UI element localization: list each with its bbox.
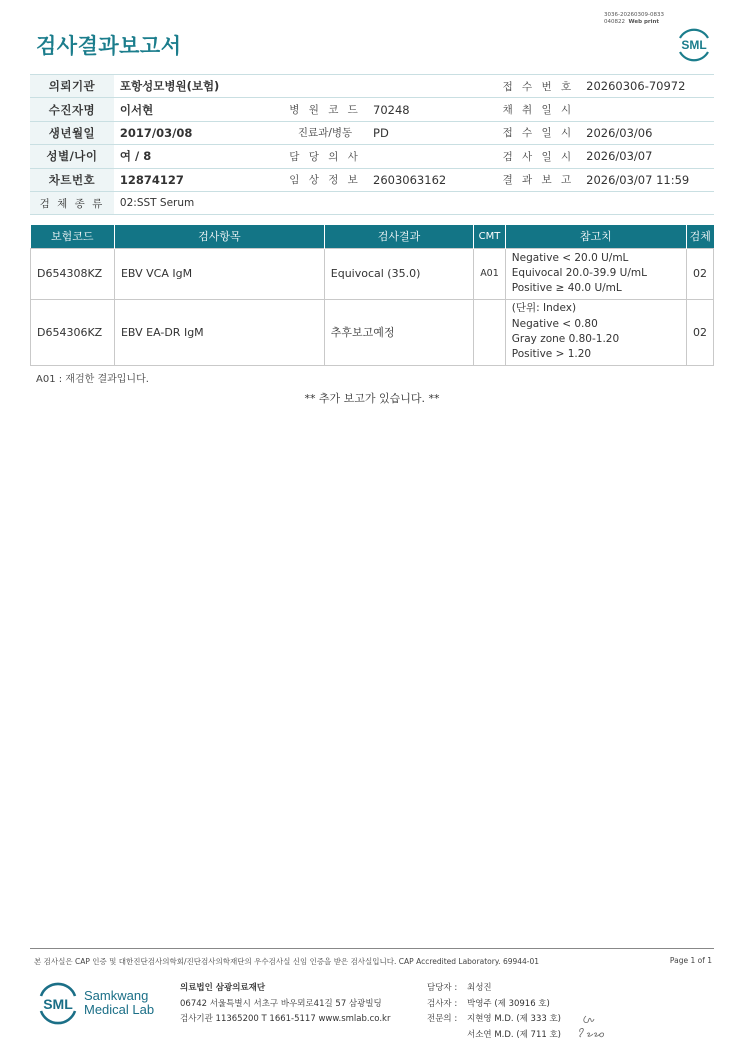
receipt-no-label: 접 수 번 호 (497, 75, 581, 98)
clinical-value: 2603063162 (367, 168, 497, 191)
reference-line: Positive ≥ 40.0 U/mL (511, 282, 622, 295)
brand-line2: Medical Lab (84, 1002, 155, 1017)
sex-age-label: 성별/나이 (30, 145, 114, 168)
staff-name: 최성진 (467, 983, 492, 993)
sex-age-value: 여 / 8 (114, 145, 283, 168)
info-row (30, 98, 714, 121)
brand-line1: Samkwang (84, 988, 149, 1003)
requester-value: 포항성모병원(보험) (114, 75, 497, 98)
org-address: 06742 서울특별시 서초구 바우뫼로41길 57 삼광빌딩 (180, 998, 382, 1009)
info-row (30, 191, 714, 214)
col-header: 보험코드 (31, 225, 115, 248)
clinical-label: 임 상 정 보 (283, 168, 367, 191)
col-header: CMT (474, 225, 506, 248)
footer-divider (30, 948, 714, 949)
collect-date-value (580, 98, 714, 121)
org-contact: 검사기관 11365200 T 1661-5117 www.smlab.co.kr (180, 1014, 391, 1024)
staff-name: 박영주 (제 30916 호) (467, 998, 550, 1009)
table-row (31, 248, 714, 299)
staff-name: 지현영 M.D. (제 333 호) (467, 1014, 562, 1024)
reference-cell (505, 299, 686, 365)
staff-row (427, 1028, 561, 1044)
reference-line: (단위: Index) (511, 302, 577, 315)
dept-value: PD (367, 121, 497, 144)
dept-label: 진료과/병동 (283, 121, 367, 144)
info-row (30, 121, 714, 144)
staff-role: 전문의 : (427, 1014, 458, 1024)
reference-line: Negative < 0.80 (511, 317, 598, 330)
specimen-cell: 02 (686, 248, 713, 299)
test-result-cell: 추후보고예정 (324, 299, 473, 365)
reference-cell (505, 248, 686, 299)
reference-line: Equivocal 20.0-39.9 U/mL (511, 266, 647, 279)
collect-date-label: 채 취 일 시 (497, 98, 581, 121)
print-id-line2: 040822 (604, 19, 625, 25)
test-date-label: 검 사 일 시 (497, 145, 581, 168)
patient-label: 수진자명 (30, 98, 114, 121)
reference-line: Positive > 1.20 (511, 348, 592, 361)
test-result-cell: Equivocal (35.0) (324, 248, 473, 299)
info-row (30, 145, 714, 168)
reference-line: Gray zone 0.80-1.20 (511, 333, 620, 345)
staff-row (427, 997, 561, 1013)
page-title: 검사결과보고서 (36, 34, 182, 58)
birth-label: 생년월일 (30, 121, 114, 144)
patient-value: 이서현 (114, 98, 283, 121)
org-name: 의료법인 삼광의료재단 (180, 983, 266, 993)
test-date-value: 2026/03/07 (580, 145, 714, 168)
results-header-row (31, 225, 714, 248)
info-row (30, 75, 714, 98)
hospital-code-value: 70248 (367, 98, 497, 121)
specimen-cell: 02 (686, 299, 713, 365)
cmt-cell (474, 299, 506, 365)
staff-role: 담당자 : (427, 983, 458, 993)
table-row (31, 299, 714, 365)
print-id-line1: 3036-20260309-0833 (604, 12, 664, 18)
staff-name: 서소연 M.D. (제 711 호) (467, 1029, 562, 1040)
staff-role (427, 1028, 467, 1044)
specimen-label: 검 체 종 류 (30, 191, 114, 214)
staff-row (427, 1012, 561, 1028)
test-item-cell: EBV VCA IgM (114, 248, 324, 299)
print-mode: Web print (628, 19, 660, 25)
patient-info-table (30, 74, 714, 215)
footer-brand (84, 989, 154, 1017)
insurance-code-cell: D654308KZ (31, 248, 115, 299)
results-table (30, 225, 714, 366)
test-item-cell: EBV EA-DR IgM (114, 299, 324, 365)
page-number: Page 1 of 1 (669, 956, 712, 965)
sml-logo-icon (674, 24, 714, 64)
staff-role: 검사자 : (427, 998, 458, 1009)
report-value: 2026/03/07 11:59 (580, 168, 714, 191)
receipt-date-label: 접 수 일 시 (497, 121, 581, 144)
birth-value: 2017/03/08 (114, 121, 283, 144)
specimen-value: 02:SST Serum (114, 191, 714, 214)
doctor-value (367, 145, 497, 168)
staff-row (427, 981, 561, 997)
reference-line: Negative < 20.0 U/mL (511, 251, 629, 264)
col-header: 검사결과 (324, 225, 473, 248)
chart-value: 12874127 (114, 168, 283, 191)
col-header: 참고치 (505, 225, 686, 248)
cmt-footnote: A01 : 재검한 결과입니다. (36, 374, 149, 385)
report-label: 결 과 보 고 (497, 168, 581, 191)
footer-certification: 본 검사실은 CAP 인증 및 대한진단검사의학회/진단검사의학재단의 우수검사실 신임 인증을 받은 검사실입니다. CAP Accredited Laboratory. 69944-01 (34, 957, 540, 966)
signature-icon (576, 1010, 610, 1042)
sml-logo-text: SML (681, 38, 707, 52)
chart-label: 차트번호 (30, 168, 114, 191)
col-header: 검사항목 (114, 225, 324, 248)
info-row (30, 168, 714, 191)
sml-footer-logo-icon (36, 980, 80, 1026)
cmt-cell: A01 (474, 248, 506, 299)
insurance-code-cell: D654306KZ (31, 299, 115, 365)
doctor-label: 담 당 의 사 (283, 145, 367, 168)
receipt-no-value: 20260306-70972 (580, 75, 714, 98)
staff-list (427, 981, 561, 1043)
sml-footer-logo-text: SML (43, 996, 73, 1012)
requester-label: 의뢰기관 (30, 75, 114, 98)
additional-report-notice: ** 추가 보고가 있습니다. ** (304, 392, 440, 405)
col-header: 검체 (686, 225, 713, 248)
print-id (604, 12, 664, 26)
hospital-code-label: 병 원 코 드 (283, 98, 367, 121)
footer-organization (180, 981, 390, 1028)
receipt-date-value: 2026/03/06 (580, 121, 714, 144)
